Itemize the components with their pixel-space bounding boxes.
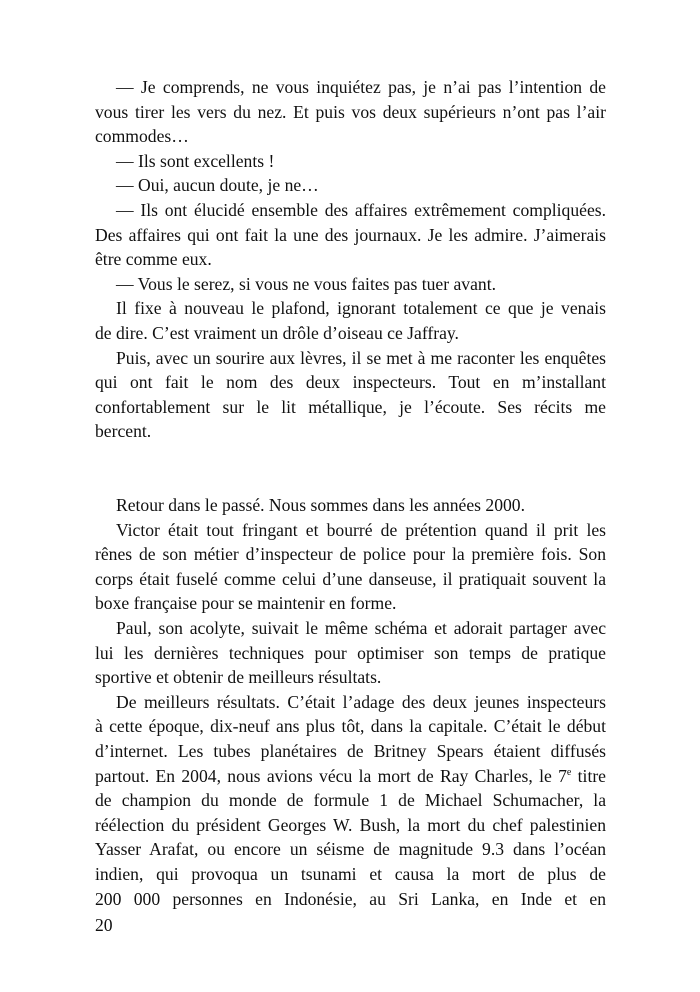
text-line: commodes…	[95, 126, 189, 147]
text-line: — Ils ont élucidé ensemble des affaires extrêmement compliquées.	[116, 199, 606, 220]
text-line: d’internet. Les tubes planétaires de Britney Spears étaient diffusés	[95, 741, 606, 762]
text-line: confortablement sur le lit métallique, je l’écoute. Ses récits me	[95, 396, 606, 417]
paragraph	[95, 346, 606, 444]
page-number: 20	[95, 915, 113, 935]
text-line: indien, qui provoqua un tsunami et causa la mort de plus de	[95, 864, 606, 884]
text-line: — Je comprends, ne vous inquiétez pas, je n’ai pas l’intention de	[116, 77, 606, 97]
paragraph	[95, 75, 606, 149]
paragraph	[95, 296, 606, 345]
text-line: Yasser Arafat, ou encore un séisme de magnitude 9.3 dans l’océan	[95, 839, 606, 860]
text-line: Il fixe à nouveau le plafond, ignorant totalement ce que je venais	[116, 298, 606, 319]
text-line: réélection du président Georges W. Bush, la mort du chef palestinien	[95, 814, 606, 835]
text-line: — Ils sont excellents !	[116, 150, 275, 171]
text-segment: titre	[571, 765, 606, 786]
text-line: vous tirer les vers du nez. Et puis vos deux supérieurs n’ont pas l’air	[95, 101, 606, 122]
text-line: être comme eux.	[95, 249, 212, 270]
section-break	[95, 444, 606, 469]
text-line: qui ont fait le nom des deux inspecteurs. Tout en m’installant	[95, 372, 606, 393]
text-line: boxe française pour se maintenir en forme.	[95, 593, 397, 614]
paragraph	[95, 616, 606, 690]
text-line: à cette époque, dix-neuf ans plus tôt, dans la capitale. C’était le début	[95, 716, 606, 737]
text-line: Paul, son acolyte, suivait le même schéma et adorait partager avec	[116, 618, 606, 639]
paragraph	[95, 690, 606, 911]
text-line: de champion du monde de formule 1 de Michael Schumacher, la	[95, 790, 606, 811]
text-line: 200 000 personnes en Indonésie, au Sri Lanka, en Inde et en	[95, 888, 606, 909]
text-segment: partout. En 2004, nous avions vécu la mort de Ray Charles, le 7	[95, 765, 567, 786]
text-line	[95, 764, 606, 789]
text-line: De meilleurs résultats. C’était l’adage des deux jeunes inspecteurs	[116, 691, 606, 712]
text-line: — Vous le serez, si vous ne vous faites pas tuer avant.	[116, 273, 496, 294]
text-line: corps était fuselé comme celui d’une danseuse, il pratiquait souvent la	[95, 568, 606, 589]
page-body	[95, 75, 606, 911]
text-line: de dire. C’est vraiment un drôle d’oiseau ce Jaffray.	[95, 322, 459, 343]
text-line: Victor était tout fringant et bourré de prétention quand il prit les	[116, 519, 606, 540]
section-break	[95, 469, 606, 494]
text-line: Retour dans le passé. Nous sommes dans les années 2000.	[116, 495, 525, 516]
text-line: — Oui, aucun doute, je ne…	[116, 175, 319, 196]
text-line: rênes de son métier d’inspecteur de police pour la première fois. Son	[95, 544, 606, 565]
text-line: bercent.	[95, 421, 152, 442]
paragraph	[95, 518, 606, 616]
text-line: Puis, avec un sourire aux lèvres, il se met à me raconter les enquêtes	[116, 347, 606, 368]
text-line: Des affaires qui ont fait la une des journaux. Je les admire. J’aimerais	[95, 224, 606, 245]
text-line: lui les dernières techniques pour optimiser son temps de pratique	[95, 642, 606, 663]
superscript: e	[566, 766, 572, 778]
paragraph	[95, 198, 606, 272]
text-line: sportive et obtenir de meilleurs résultats.	[95, 667, 382, 688]
